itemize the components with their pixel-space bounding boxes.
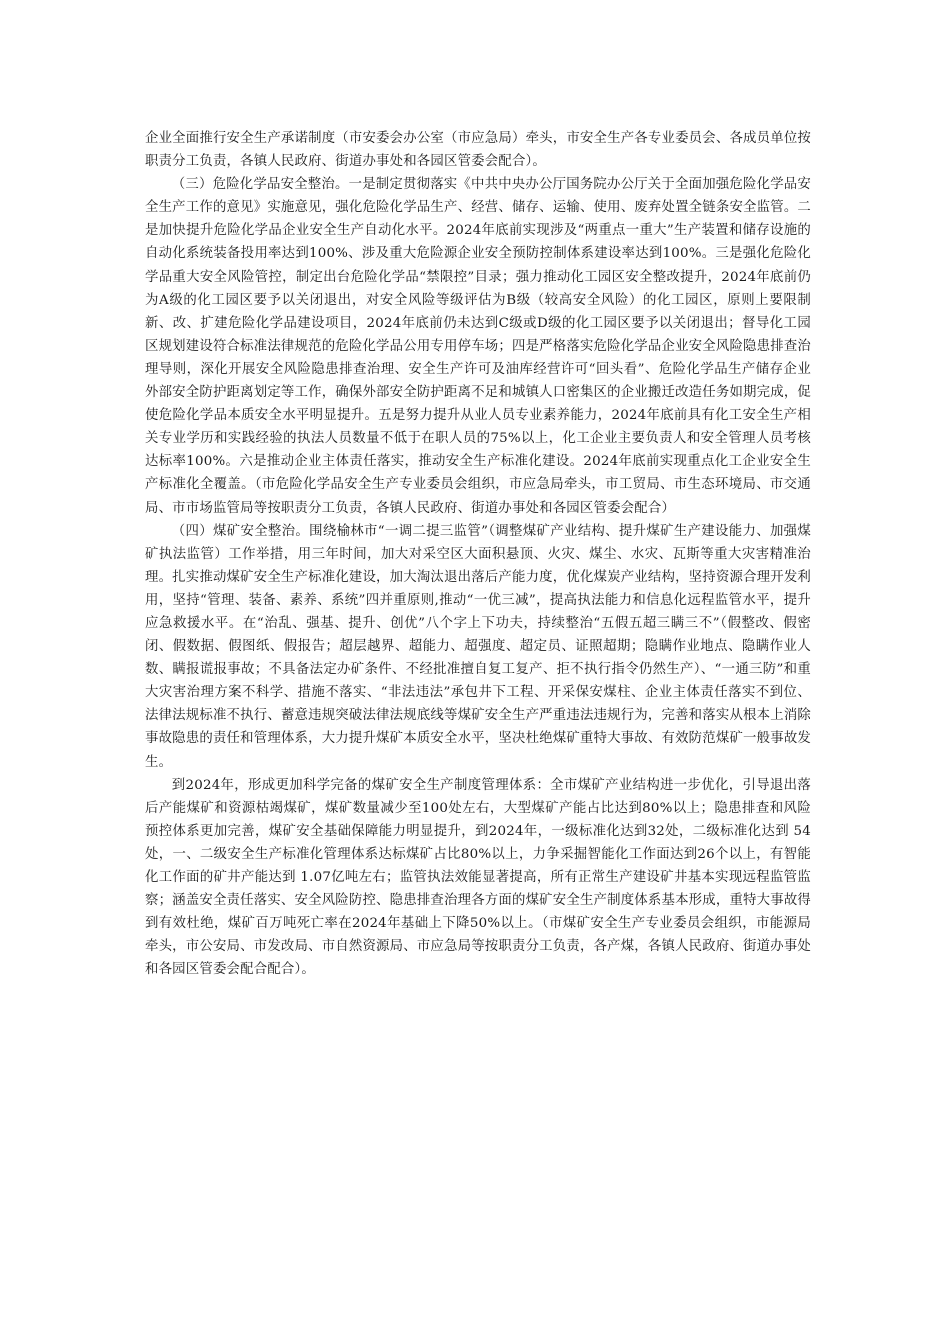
document-page: [145, 127, 811, 981]
paragraph-hazardous-chemicals: （三）危险化学品安全整治。一是制定贯彻落实《中共中央办公厅国务院办公厅关于全面加强危险化学品安全生产工作的意见》实施意见，强化危险化学品生产、经营、储存、运输、使用、废弃处置全链条安全监管。二是加快提升危险化学品企业安全生产自动化水平。2024年底前实现涉及“两重点一重大”生产装置和储存设施的自动化系统装备投用率达到100%、涉及重大危险源企业安全预防控制体系建设率达到100%。三是强化危险化学品重大安全风险管控，制定出台危险化学品“禁限控”目录；强力推动化工园区安全整改提升，2024年底前仍为A级的化工园区要予以关闭退出，对安全风险等级评估为B级（较高安全风险）的化工园区，原则上要限制新、改、扩建危险化学品建设项目，2024年底前仍未达到C级或D级的化工园区要予以关闭退出；督导化工园区规划建设符合标准法律规范的危险化学品公用专用停车场；四是严格落实危险化学品企业安全风险隐患排查治理导则，深化开展安全风险隐患排查治理、安全生产许可及油库经营许可“回头看”、危险化学品生产储存企业外部安全防护距离划定等工作，确保外部安全防护距离不足和城镇人口密集区的企业搬迁改造任务如期完成，促使危险化学品本质安全水平明显提升。五是努力提升从业人员专业素养能力，2024年底前具有化工安全生产相关专业学历和实践经验的执法人员数量不低于在职人员的75%以上，化工企业主要负责人和安全管理人员考核达标率100%。六是推动企业主体责任落实，推动安全生产标准化建设。2024年底前实现重点化工企业安全生产标准化全覆盖。（市危险化学品安全生产专业委员会组织，市应急局牵头，市工贸局、市生态环境局、市交通局、市市场监管局等按职责分工负责，各镇人民政府、街道办事处和各园区管委会配合）: [145, 177, 811, 516]
paragraph-continuation: 企业全面推行安全生产承诺制度（市安委会办公室（市应急局）牵头，市安全生产各专业委员会、各成员单位按职责分工负责，各镇人民政府、街道办事处和各园区管委会配合）。: [145, 131, 811, 170]
paragraph-coal-mine-safety: （四）煤矿安全整治。围绕榆林市“一调二提三监管”（调整煤矿产业结构、提升煤矿生产建设能力、加强煤矿执法监管）工作举措，用三年时间，加大对采空区大面积悬顶、火灾、煤尘、水灾、瓦斯等重大灾害精准治理。扎实推动煤矿安全生产标准化建设，加大淘汰退出落后产能力度，优化煤炭产业结构，坚持资源合理开发利用，坚持“管理、装备、素养、系统”四并重原则,推动“一优三减”，提高执法能力和信息化远程监管水平，提升应急救援水平。在“治乱、强基、提升、创优”八个字上下功夫，持续整治“五假五超三瞒三不”（假整改、假密闭、假数据、假图纸、假报告；超层越界、超能力、超强度、超定员、证照超期；隐瞒作业地点、隐瞒作业人数、瞒报谎报事故；不具备法定办矿条件、不经批准擅自复工复产、拒不执行指令仍然生产）、“一通三防”和重大灾害治理方案不科学、措施不落实、“非法违法”承包井下工程、开采保安煤柱、企业主体责任落实不到位、法律法规标准不执行、蓄意违规突破法律法规底线等煤矿安全生产严重违法违规行为，完善和落实从根本上消除事故隐患的责任和管理体系，大力提升煤矿本质安全水平，坚决杜绝煤矿重特大事故、有效防范煤矿一般事故发生。: [145, 523, 811, 770]
paragraph-2024-targets: 到2024年，形成更加科学完备的煤矿安全生产制度管理体系：全市煤矿产业结构进一步优化，引导退出落后产能煤矿和资源枯竭煤矿，煤矿数量减少至100处左右，大型煤矿产能占比达到80%以上；隐患排查和风险预控体系更加完善，煤矿安全基础保障能力明显提升，到2024年，一级标准化达到32处，二级标准化达到 54 处，一、二级安全生产标准化管理体系达标煤矿占比80%以上，力争采掘智能化工作面达到26个以上，有智能化工作面的矿井产能达到 1.07亿吨左右；监管执法效能显著提高，所有正常生产建设矿井基本实现远程监管监察；涵盖安全责任落实、安全风险防控、隐患排查治理各方面的煤矿安全生产制度体系基本形成，重特大事故得到有效杜绝，煤矿百万吨死亡率在2024年基础上下降50%以上。（市煤矿安全生产专业委员会组织，市能源局牵头，市公安局、市发改局、市自然资源局、市应急局等按职责分工负责，各产煤，各镇人民政府、街道办事处和各园区管委会配合配合）。: [145, 777, 811, 978]
